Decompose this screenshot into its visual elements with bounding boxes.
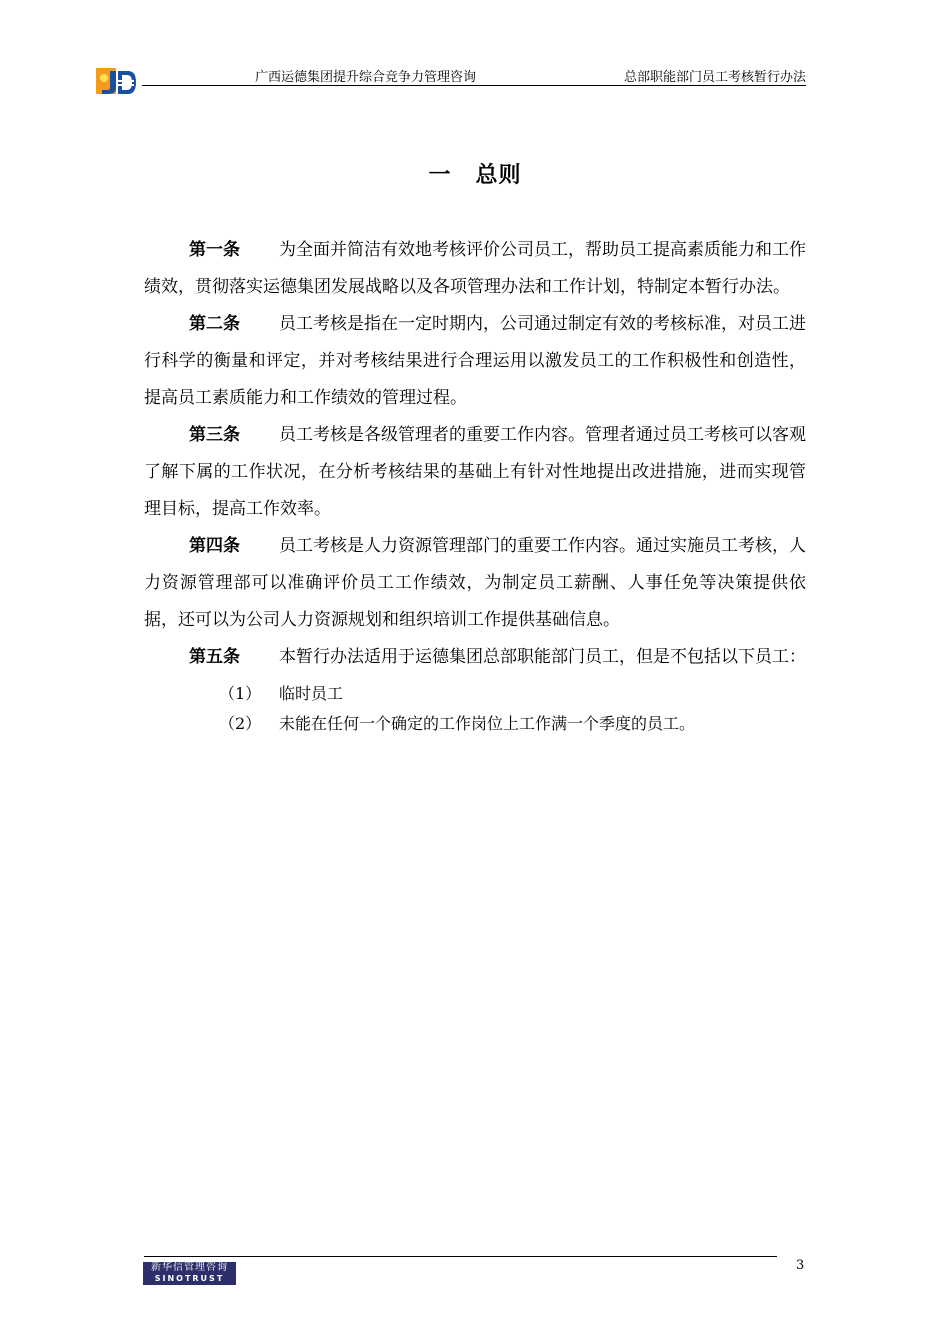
article-text: 员工考核是指在一定时期内，公司通过制定有效的考核标准，对员工进行科学的衡量和评定，并对考核结果进行合理运用以激发员工的工作积极性和创造性，提高员工素质能力和工作绩效的管理过程。: [144, 314, 806, 408]
section-number: 一: [428, 163, 452, 188]
item-text: 临时员工: [279, 684, 344, 703]
document-body: [144, 232, 806, 739]
article-text: 为全面并简洁有效地考核评价公司员工，帮助员工提高素质能力和工作绩效，贯彻落实运德集团发展战略以及各项管理办法和工作计划，特制定本暂行办法。: [144, 240, 806, 297]
yunde-company-logo-icon: [94, 64, 138, 97]
article-4: [144, 528, 806, 639]
exclusion-item-1: [144, 679, 806, 709]
sinotrust-logo: [143, 1262, 236, 1285]
header-divider: [142, 85, 806, 86]
footer-logo-en: SINOTRUST: [154, 1274, 225, 1283]
item-number: （2）: [219, 714, 262, 733]
article-text: 员工考核是各级管理者的重要工作内容。管理者通过员工考核可以客观了解下属的工作状况，在分析考核结果的基础上有针对性地提出改进措施，进而实现管理目标，提高工作效率。: [144, 425, 806, 519]
article-label: 第一条: [189, 240, 240, 260]
article-text: 本暂行办法适用于运德集团总部职能部门员工，但是不包括以下员工：: [279, 647, 806, 667]
article-label: 第四条: [189, 536, 240, 556]
article-label: 第三条: [189, 425, 240, 445]
article-text: 员工考核是人力资源管理部门的重要工作内容。通过实施员工考核，人力资源管理部可以准确评价员工工作绩效，为制定员工薪酬、人事任免等决策提供依据，还可以为公司人力资源规划和组织培训工作提供基础信息。: [144, 536, 806, 630]
footer-divider: [144, 1256, 777, 1257]
article-3: [144, 417, 806, 528]
item-number: （1）: [219, 684, 262, 703]
article-label: 第二条: [189, 314, 240, 334]
article-5: [144, 639, 806, 676]
article-label: 第五条: [189, 647, 240, 667]
section-title: [0, 158, 950, 189]
article-1: [144, 232, 806, 306]
exclusion-item-2: [144, 709, 806, 739]
section-title-text: 总则: [475, 163, 522, 188]
footer-logo-cn: 新华信管理咨询: [151, 1262, 228, 1273]
header-left-title: 广西运德集团提升综合竞争力管理咨询: [255, 70, 477, 85]
article-2: [144, 306, 806, 417]
header-right-title: 总部职能部门员工考核暂行办法: [623, 70, 806, 85]
item-text: 未能在任何一个确定的工作岗位上工作满一个季度的员工。: [279, 714, 696, 733]
page-number: 3: [796, 1258, 805, 1273]
